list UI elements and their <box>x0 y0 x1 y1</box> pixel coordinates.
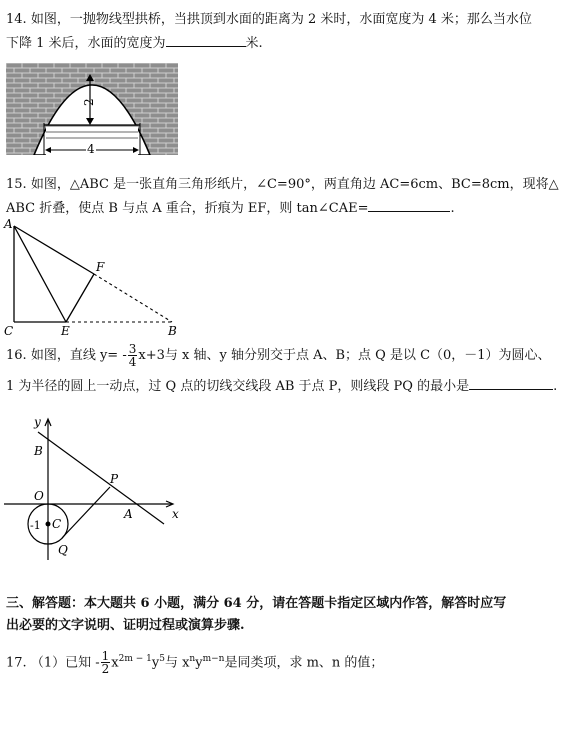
q14-arch-bridge-figure <box>6 63 178 155</box>
center-C <box>46 522 51 527</box>
label-A: A <box>124 507 133 521</box>
label-B: B <box>34 444 43 458</box>
segment-AF <box>14 226 94 274</box>
q16-number: 16. <box>6 348 27 363</box>
segment-AE <box>14 226 66 322</box>
q17-y2-exponent: m−n <box>202 654 225 664</box>
label-C: C <box>52 517 62 531</box>
label-y: y <box>34 415 41 429</box>
q15-text-3: . <box>450 201 455 216</box>
q15-answer-blank[interactable] <box>368 199 450 212</box>
label-P: P <box>110 472 119 486</box>
width-label: 4 <box>87 142 95 155</box>
line-AB <box>38 432 164 524</box>
water-body <box>46 125 138 143</box>
q17-x: x <box>111 655 119 671</box>
q15-folded-triangle-figure <box>2 216 188 340</box>
section3-heading-text-1: 三、解答题：本大题共 6 小题，满分 64 分，请在答题卡指定区域内作答，解答时应写 <box>6 596 507 611</box>
q17-y2: y <box>195 655 203 671</box>
q14-line1 <box>6 11 532 29</box>
q16-coordinate-figure <box>4 414 194 564</box>
q16-text-1: 如图，直线 y= - <box>30 348 127 363</box>
q17-frac-den: 2 <box>101 662 110 677</box>
tangent-PQ <box>62 487 110 538</box>
q15-number: 15. <box>6 177 27 192</box>
label-minus1: -1 <box>30 519 41 532</box>
q16-frac-den: 4 <box>128 355 137 369</box>
q14-answer-blank[interactable] <box>166 34 246 47</box>
q14-text-3: 米. <box>245 36 263 51</box>
q15-line1 <box>6 176 559 194</box>
q17-part: （1）已知 - <box>30 655 100 671</box>
q17-line1 <box>6 650 383 675</box>
q15-text-1: 如图，△ABC 是一张直角三角形纸片，∠C=90°，两直角边 AC=6cm、BC=8cm，现将△ <box>30 177 559 192</box>
label-Q: Q <box>58 543 68 557</box>
q15-text-2: ABC 折叠，使点 B 与点 A 重合，折痕为 EF，则 tan∠CAE= <box>6 201 369 216</box>
q16-frac-num: 3 <box>128 342 137 356</box>
label-B: B <box>168 324 177 338</box>
q16-text-3: 1 为半径的圆上一动点，过 Q 点的切线交线段 AB 于点 P，则线段 PQ 的最小是 <box>6 379 470 394</box>
label-O: O <box>34 489 44 503</box>
q17-mid: 与 x <box>164 655 190 671</box>
q16-text-4: . <box>553 379 558 394</box>
label-A: A <box>4 217 13 231</box>
q17-y-exponent: 5 <box>159 654 165 664</box>
label-C: C <box>4 324 14 338</box>
q14-text-2: 下降 1 米后，水面的宽度为 <box>6 36 166 51</box>
q14-number: 14. <box>6 12 27 27</box>
crease-EF <box>66 274 94 322</box>
q17-x2-exponent: n <box>189 654 196 664</box>
q16-answer-blank[interactable] <box>469 377 553 390</box>
q17-frac-num: 1 <box>101 649 110 664</box>
q17-y: y <box>151 655 160 671</box>
q14-text-1: 如图，一抛物线型拱桥，当拱顶到水面的距离为 2 米时，水面宽度为 4 米；那么当水位 <box>30 12 532 27</box>
q14-line2 <box>6 34 263 53</box>
label-F: F <box>96 260 105 274</box>
q17-x-exponent: 2m − 1 <box>118 654 152 664</box>
height-label: 2 <box>82 98 96 106</box>
q16-line1 <box>6 343 551 368</box>
label-x: x <box>172 507 179 521</box>
section3-heading-text-2: 出必要的文字说明、证明过程或演算步骤. <box>6 618 245 633</box>
q17-number: 17. <box>6 655 27 671</box>
q16-line2 <box>6 377 557 396</box>
q16-text-2: x+3与 x 轴、y 轴分别交于点 A、B；点 Q 是以 C（0，－1）为圆心、 <box>138 348 551 363</box>
q17-fraction <box>101 650 111 675</box>
dashed-FB <box>94 274 172 322</box>
q17-tail: 是同类项，求 m、n 的值； <box>224 655 384 671</box>
section3-heading-line1 <box>6 595 506 613</box>
section3-heading-line2 <box>6 617 245 635</box>
label-E: E <box>61 324 70 338</box>
q16-fraction <box>128 343 138 368</box>
